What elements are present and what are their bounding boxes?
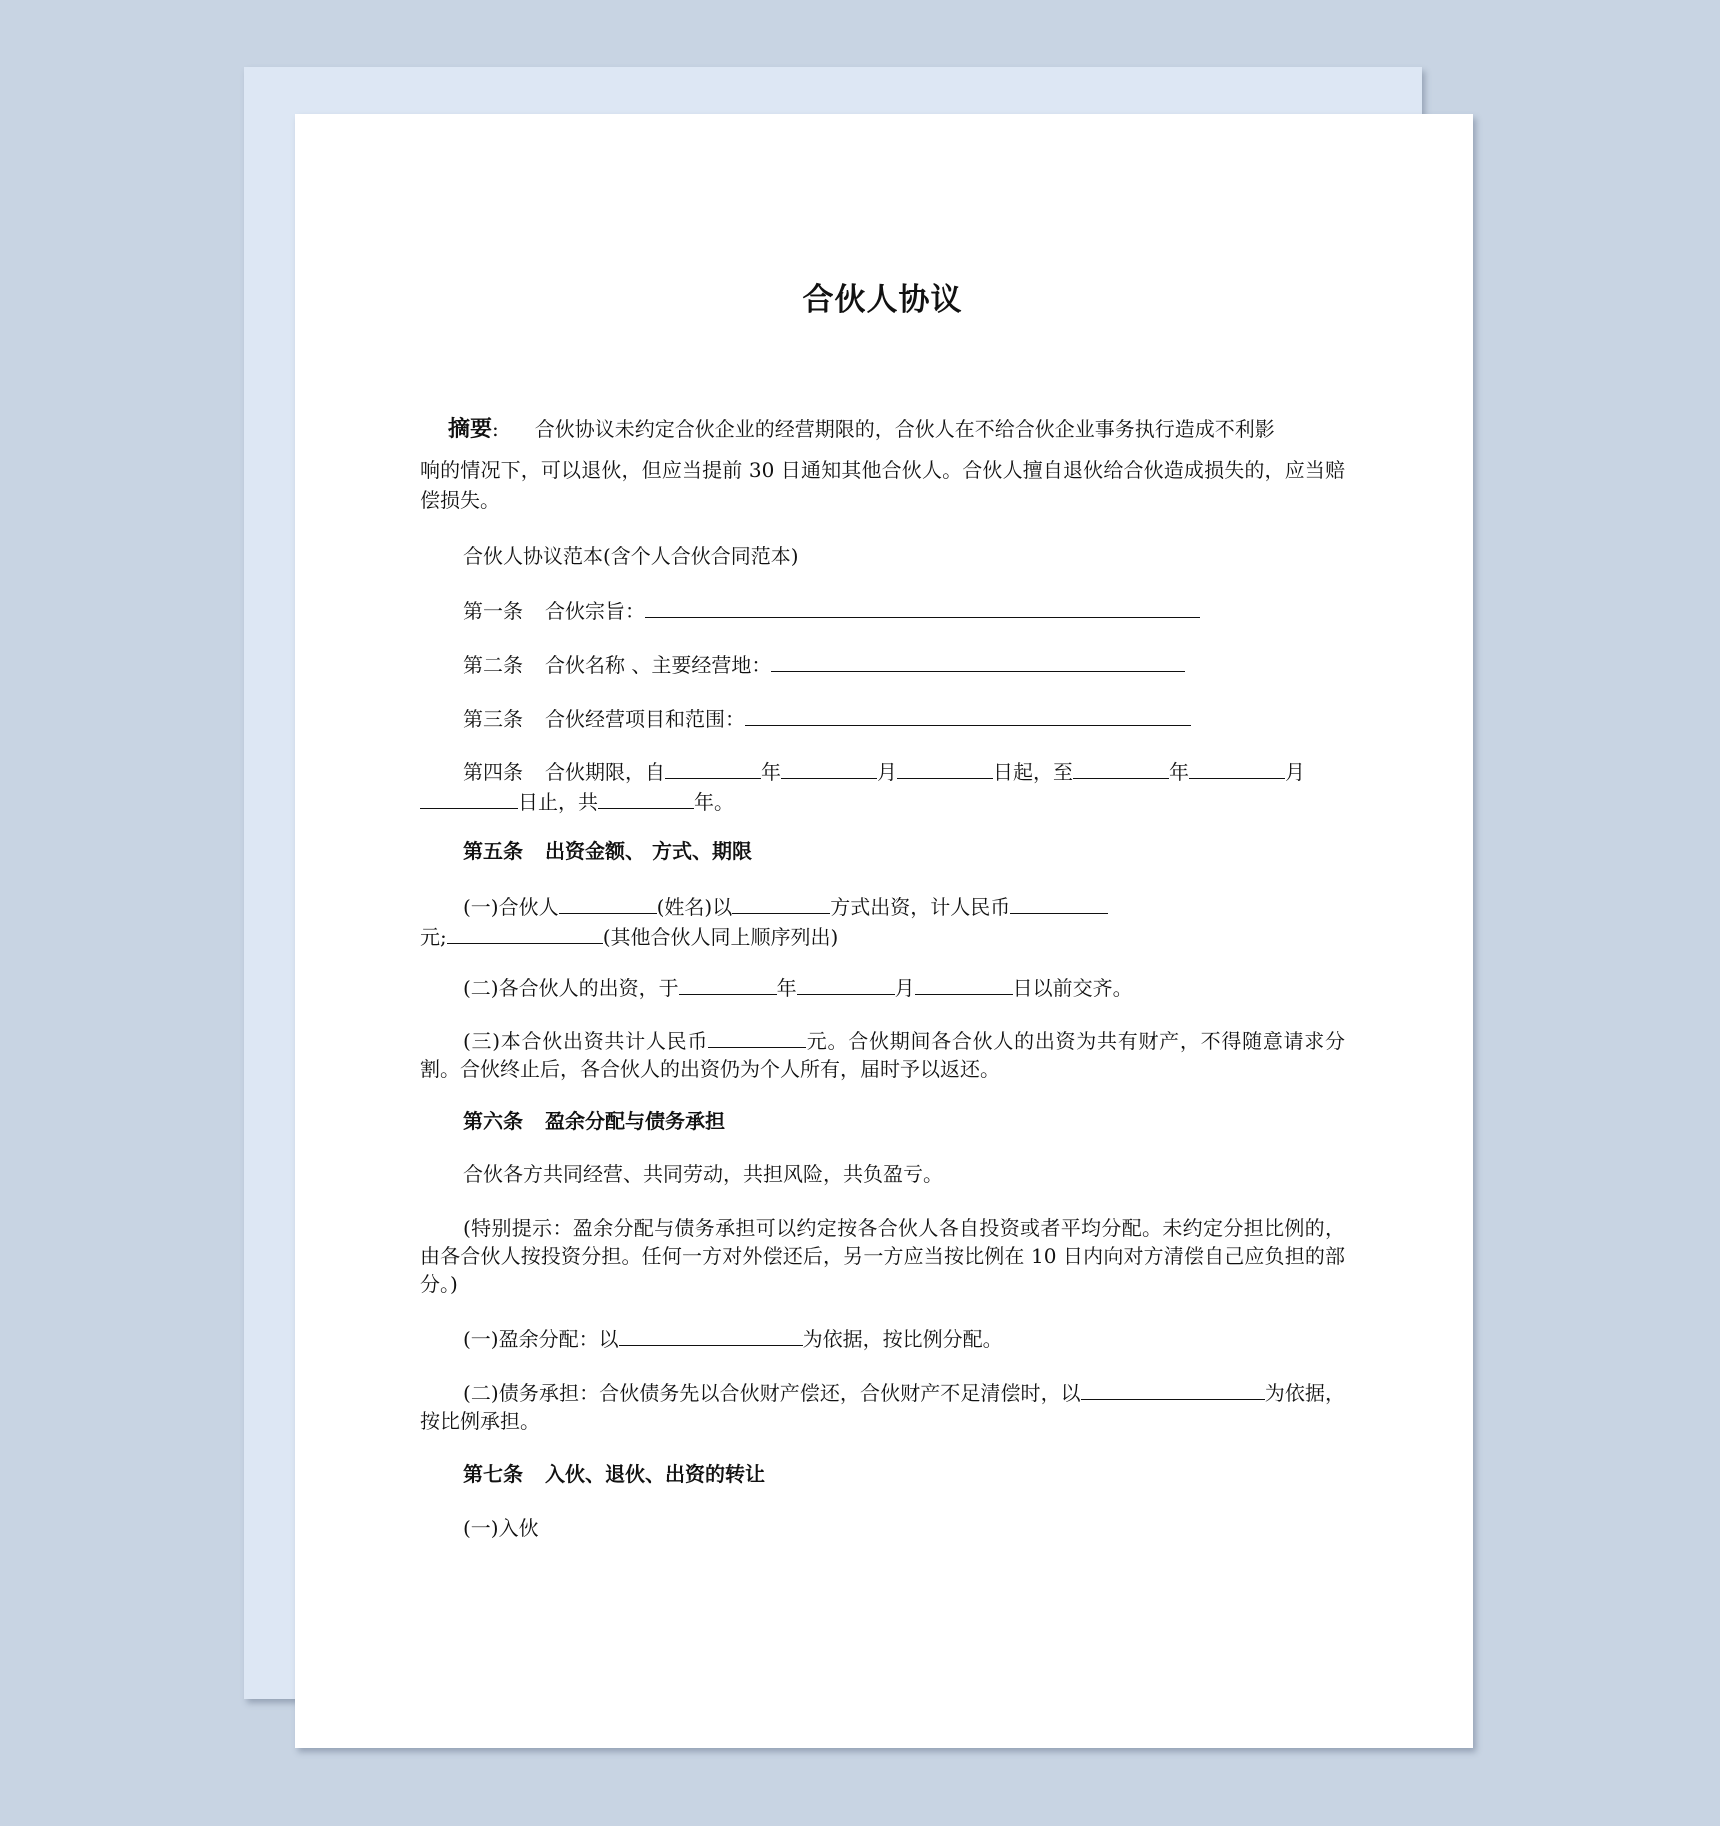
- article-5-clause-3: [420, 1025, 1345, 1083]
- clause-5-1-yuan-label: 元;: [420, 925, 447, 949]
- article-4-text-to: 日起，至: [993, 760, 1073, 784]
- article-4-end-day-blank[interactable]: [420, 786, 518, 809]
- article-4-start-month-blank[interactable]: [781, 756, 877, 779]
- clause-5-3-text: (三)本合伙出资共计人民币: [463, 1029, 709, 1053]
- article-2-blank[interactable]: [771, 649, 1185, 672]
- article-3-number: 第三条: [463, 707, 523, 731]
- article-7-heading: [420, 1460, 1345, 1488]
- abstract-paragraph: [420, 414, 1345, 515]
- article-6-clause-1: [420, 1323, 1345, 1353]
- article-4-end-month-blank[interactable]: [1189, 756, 1285, 779]
- clause-6-1-text: (一)盈余分配：以: [463, 1327, 619, 1351]
- clause-5-2-month-label: 月: [894, 976, 915, 1000]
- article-7-text: 入伙、退伙、出资的转让: [545, 1462, 765, 1486]
- article-5-heading: [420, 837, 1345, 865]
- other-partners-blank[interactable]: [447, 921, 603, 944]
- article-4-text-total: 日止，共: [518, 790, 598, 814]
- abstract-colon: :: [492, 417, 499, 441]
- clause-5-1-rmb-label: 方式出资，计人民币: [830, 895, 1011, 919]
- deadline-day-blank[interactable]: [915, 972, 1013, 995]
- agreement-subtitle: 合伙人协议范本(含个人合伙合同范本): [463, 544, 799, 568]
- article-4-month-label: 月: [877, 760, 897, 784]
- article-2-text: 合伙名称 、主要经营地：: [545, 653, 772, 677]
- clause-5-3-rest: 元。合伙期间各合伙人的出资为共有财产，不得随意请求分割。合伙终止后，各合伙人的出资仍为个人所有，届时予以返还。: [420, 1029, 1346, 1081]
- article-6-number: 第六条: [463, 1109, 523, 1133]
- debt-basis-blank[interactable]: [1081, 1377, 1265, 1400]
- article-7-number: 第七条: [463, 1462, 523, 1486]
- article-4-text-from: 合伙期限，自: [545, 760, 665, 784]
- article-3-blank[interactable]: [745, 703, 1191, 726]
- clause-5-1-partner-label: (一)合伙人: [463, 895, 559, 919]
- article-6-paragraph-1: 合伙各方共同经营、共同劳动，共担风险，共负盈亏。: [463, 1162, 943, 1186]
- article-3-text: 合伙经营项目和范围：: [545, 707, 745, 731]
- abstract-line1: 合伙协议未约定合伙企业的经营期限的，合伙人在不给合伙企业事务执行造成不利影: [534, 417, 1275, 441]
- article-4-total-years-blank[interactable]: [598, 786, 694, 809]
- article-1: [420, 595, 1345, 625]
- article-4: [420, 756, 1345, 816]
- article-4-start-day-blank[interactable]: [897, 756, 993, 779]
- clause-6-2-rest: 为依据，按比例承担。: [420, 1381, 1345, 1433]
- article-5-text: 出资金额、 方式、期限: [545, 839, 752, 863]
- article-7-clause-1: (一)入伙: [463, 1516, 539, 1540]
- article-4-end-month-label: 月: [1285, 760, 1305, 784]
- article-1-text: 合伙宗旨：: [545, 599, 645, 623]
- clause-5-2-text: (二)各合伙人的出资，于: [463, 976, 679, 1000]
- article-6-clause-2: [420, 1377, 1345, 1435]
- article-4-end-year-blank[interactable]: [1073, 756, 1169, 779]
- article-2: [420, 649, 1345, 679]
- article-1-blank[interactable]: [645, 595, 1200, 618]
- profit-basis-blank[interactable]: [619, 1323, 803, 1346]
- abstract-label: 摘要: [448, 417, 493, 442]
- clause-5-2-end-text: 日以前交齐。: [1012, 976, 1133, 1000]
- article-6-special-note: (特别提示：盈余分配与债务承担可以约定按各合伙人各自投资或者平均分配。未约定分担比例的，由各合伙人按投资分担。任何一方对外偿还后，另一方应当按比例在 10 日内向对方清偿自己应负担的部分。): [420, 1216, 1345, 1296]
- clause-6-1-rest: 为依据，按比例分配。: [802, 1327, 1003, 1351]
- article-4-years-label: 年。: [694, 790, 734, 814]
- article-3: [420, 703, 1345, 733]
- deadline-year-blank[interactable]: [679, 972, 777, 995]
- clause-6-2-text: (二)债务承担：合伙债务先以合伙财产偿还，合伙财产不足清偿时，以: [463, 1381, 1081, 1405]
- contribution-method-blank[interactable]: [732, 891, 830, 914]
- total-capital-blank[interactable]: [708, 1025, 806, 1048]
- document-page: [295, 114, 1473, 1748]
- article-5-clause-1: [420, 891, 1345, 951]
- article-4-start-year-blank[interactable]: [665, 756, 761, 779]
- article-2-number: 第二条: [463, 653, 523, 677]
- partner-name-blank[interactable]: [559, 891, 657, 914]
- article-6-text: 盈余分配与债务承担: [545, 1109, 725, 1133]
- article-4-number: 第四条: [463, 760, 523, 784]
- article-4-year-label: 年: [761, 760, 781, 784]
- contribution-amount-blank[interactable]: [1010, 891, 1108, 914]
- abstract-first-line: [420, 414, 1345, 445]
- clause-5-1-name-label: (姓名)以: [656, 895, 733, 919]
- document-title: 合伙人协议: [802, 282, 963, 318]
- deadline-month-blank[interactable]: [797, 972, 895, 995]
- article-4-end-year-label: 年: [1169, 760, 1189, 784]
- article-6-heading: [420, 1107, 1345, 1135]
- clause-5-2-year-label: 年: [776, 976, 797, 1000]
- abstract-rest: 响的情况下，可以退伙，但应当提前 30 日通知其他合伙人。合伙人擅自退伙给合伙造成损失的，应当赔偿损失。: [420, 458, 1345, 512]
- clause-5-1-note: (其他合伙人同上顺序列出): [602, 925, 839, 949]
- article-5-number: 第五条: [463, 839, 523, 863]
- article-5-clause-2: [420, 972, 1345, 1002]
- article-1-number: 第一条: [463, 599, 523, 623]
